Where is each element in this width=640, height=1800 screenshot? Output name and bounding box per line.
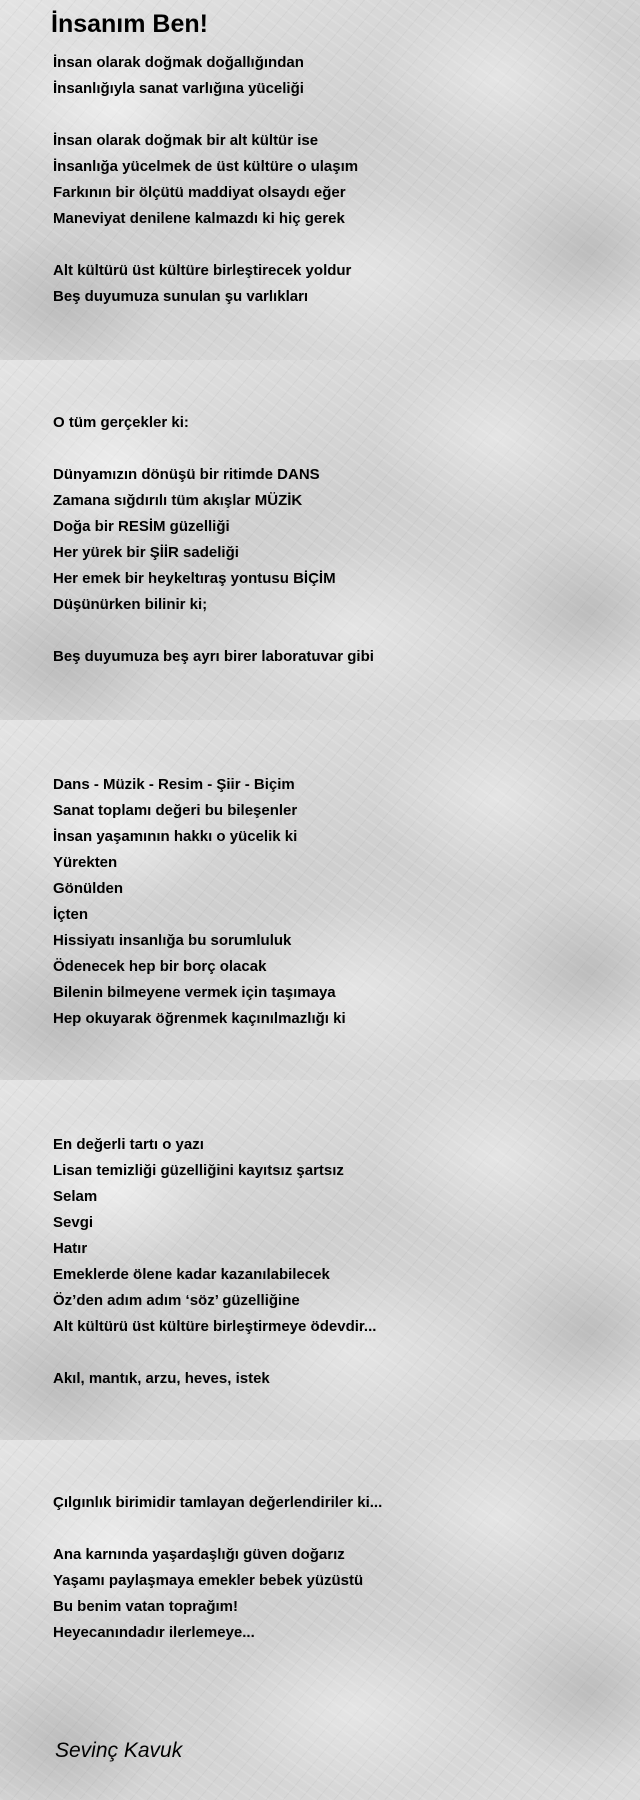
stanza	[53, 128, 623, 232]
stanza-gap	[53, 436, 623, 462]
poem-line: Alt kültürü üst kültüre birleştirecek yoldur	[53, 262, 352, 279]
poem-panel-4	[0, 1080, 640, 1440]
poem-line: İnsanlığa yücelmek de üst kültüre o ulaşım	[53, 158, 359, 175]
poem-line: Selam	[53, 1188, 98, 1205]
stanza	[53, 50, 623, 102]
poem-line: Hatır	[53, 1240, 88, 1257]
poem-line: Her emek bir heykeltıraş yontusu BİÇİM	[53, 570, 336, 587]
panel-5-text	[53, 1490, 623, 1646]
poem-line: Hep okuyarak öğrenmek kaçınılmazlığı ki	[53, 1010, 346, 1027]
poem-line: Dünyamızın dönüşü bir ritimde DANS	[53, 466, 320, 483]
poem-line: İnsan olarak doğmak bir alt kültür ise	[53, 132, 319, 149]
stanza-gap	[53, 1340, 623, 1366]
poem-line: Alt kültürü üst kültüre birleştirmeye ödevdir...	[53, 1318, 377, 1335]
poem-line: Her yürek bir ŞİİR sadeliği	[53, 544, 239, 561]
poem-line: Maneviyat denilene kalmazdı ki hiç gerek	[53, 210, 345, 227]
panel-2-text	[53, 410, 623, 670]
poem-line: Ödenecek hep bir borç olacak	[53, 958, 267, 975]
stanza-gap	[53, 618, 623, 644]
poem-line: İnsanlığıyla sanat varlığına yüceliği	[53, 80, 304, 97]
stanza	[53, 462, 623, 618]
poem-line: Akıl, mantık, arzu, heves, istek	[53, 1370, 270, 1387]
stanza	[53, 1542, 623, 1646]
poem-line: Hissiyatı insanlığa bu sorumluluk	[53, 932, 292, 949]
panel-1-text	[53, 50, 623, 310]
poem-line: Zamana sığdırılı tüm akışlar MÜZİK	[53, 492, 303, 509]
poem-line: Lisan temizliği güzelliğini kayıtsız şartsız	[53, 1162, 344, 1179]
poem-line: Çılgınlık birimidir tamlayan değerlendiriler ki...	[53, 1494, 383, 1511]
poem-line: İçten	[53, 906, 89, 923]
poem-line: Farkının bir ölçütü maddiyat olsaydı eğer	[53, 184, 346, 201]
poem-line: Sevgi	[53, 1214, 94, 1231]
stanza	[53, 258, 623, 310]
panel-4-text	[53, 1132, 623, 1392]
stanza	[53, 1132, 623, 1340]
poem-line: Dans - Müzik - Resim - Şiir - Biçim	[53, 776, 295, 793]
stanza-gap	[53, 1516, 623, 1542]
poem-line: Yürekten	[53, 854, 118, 871]
poem-title: İnsanım Ben!	[51, 10, 208, 38]
poem-line: Öz’den adım adım ‘söz’ güzelliğine	[53, 1292, 300, 1309]
poem-line: Doğa bir RESİM güzelliği	[53, 518, 230, 535]
poem-author: Sevinç Kavuk	[55, 1739, 183, 1762]
poem-line: İnsan olarak doğmak doğallığından	[53, 54, 304, 71]
poem-line: Emeklerde ölene kadar kazanılabilecek	[53, 1266, 330, 1283]
stanza	[53, 772, 623, 1032]
poem-line: Beş duyumuza sunulan şu varlıkları	[53, 288, 309, 305]
poem-line: Bilenin bilmeyene vermek için taşımaya	[53, 984, 336, 1001]
poem-line: Gönülden	[53, 880, 123, 897]
poem-line: Bu benim vatan toprağım!	[53, 1598, 239, 1615]
poem-line: Sanat toplamı değeri bu bileşenler	[53, 802, 298, 819]
poem-line: İnsan yaşamının hakkı o yücelik ki	[53, 828, 298, 845]
stanza	[53, 1490, 623, 1516]
stanza-gap	[53, 102, 623, 128]
poem-line: Yaşamı paylaşmaya emekler bebek yüzüstü	[53, 1572, 364, 1589]
poem-panel-2	[0, 360, 640, 720]
poem-line: Ana karnında yaşardaşlığı güven doğarız	[53, 1546, 345, 1563]
stanza	[53, 1366, 623, 1392]
poem-line: Beş duyumuza beş ayrı birer laboratuvar gibi	[53, 648, 374, 665]
panel-3-text	[53, 772, 623, 1032]
poem-panel-1	[0, 0, 640, 360]
poem-line: En değerli tartı o yazı	[53, 1136, 204, 1153]
stanza	[53, 644, 623, 670]
poem-line: Heyecanındadır ilerlemeye...	[53, 1624, 255, 1641]
stanza	[53, 410, 623, 436]
poem-panel-3	[0, 720, 640, 1080]
stanza-gap	[53, 232, 623, 258]
poem-line: Düşünürken bilinir ki;	[53, 596, 208, 613]
poem-line: O tüm gerçekler ki:	[53, 414, 189, 431]
